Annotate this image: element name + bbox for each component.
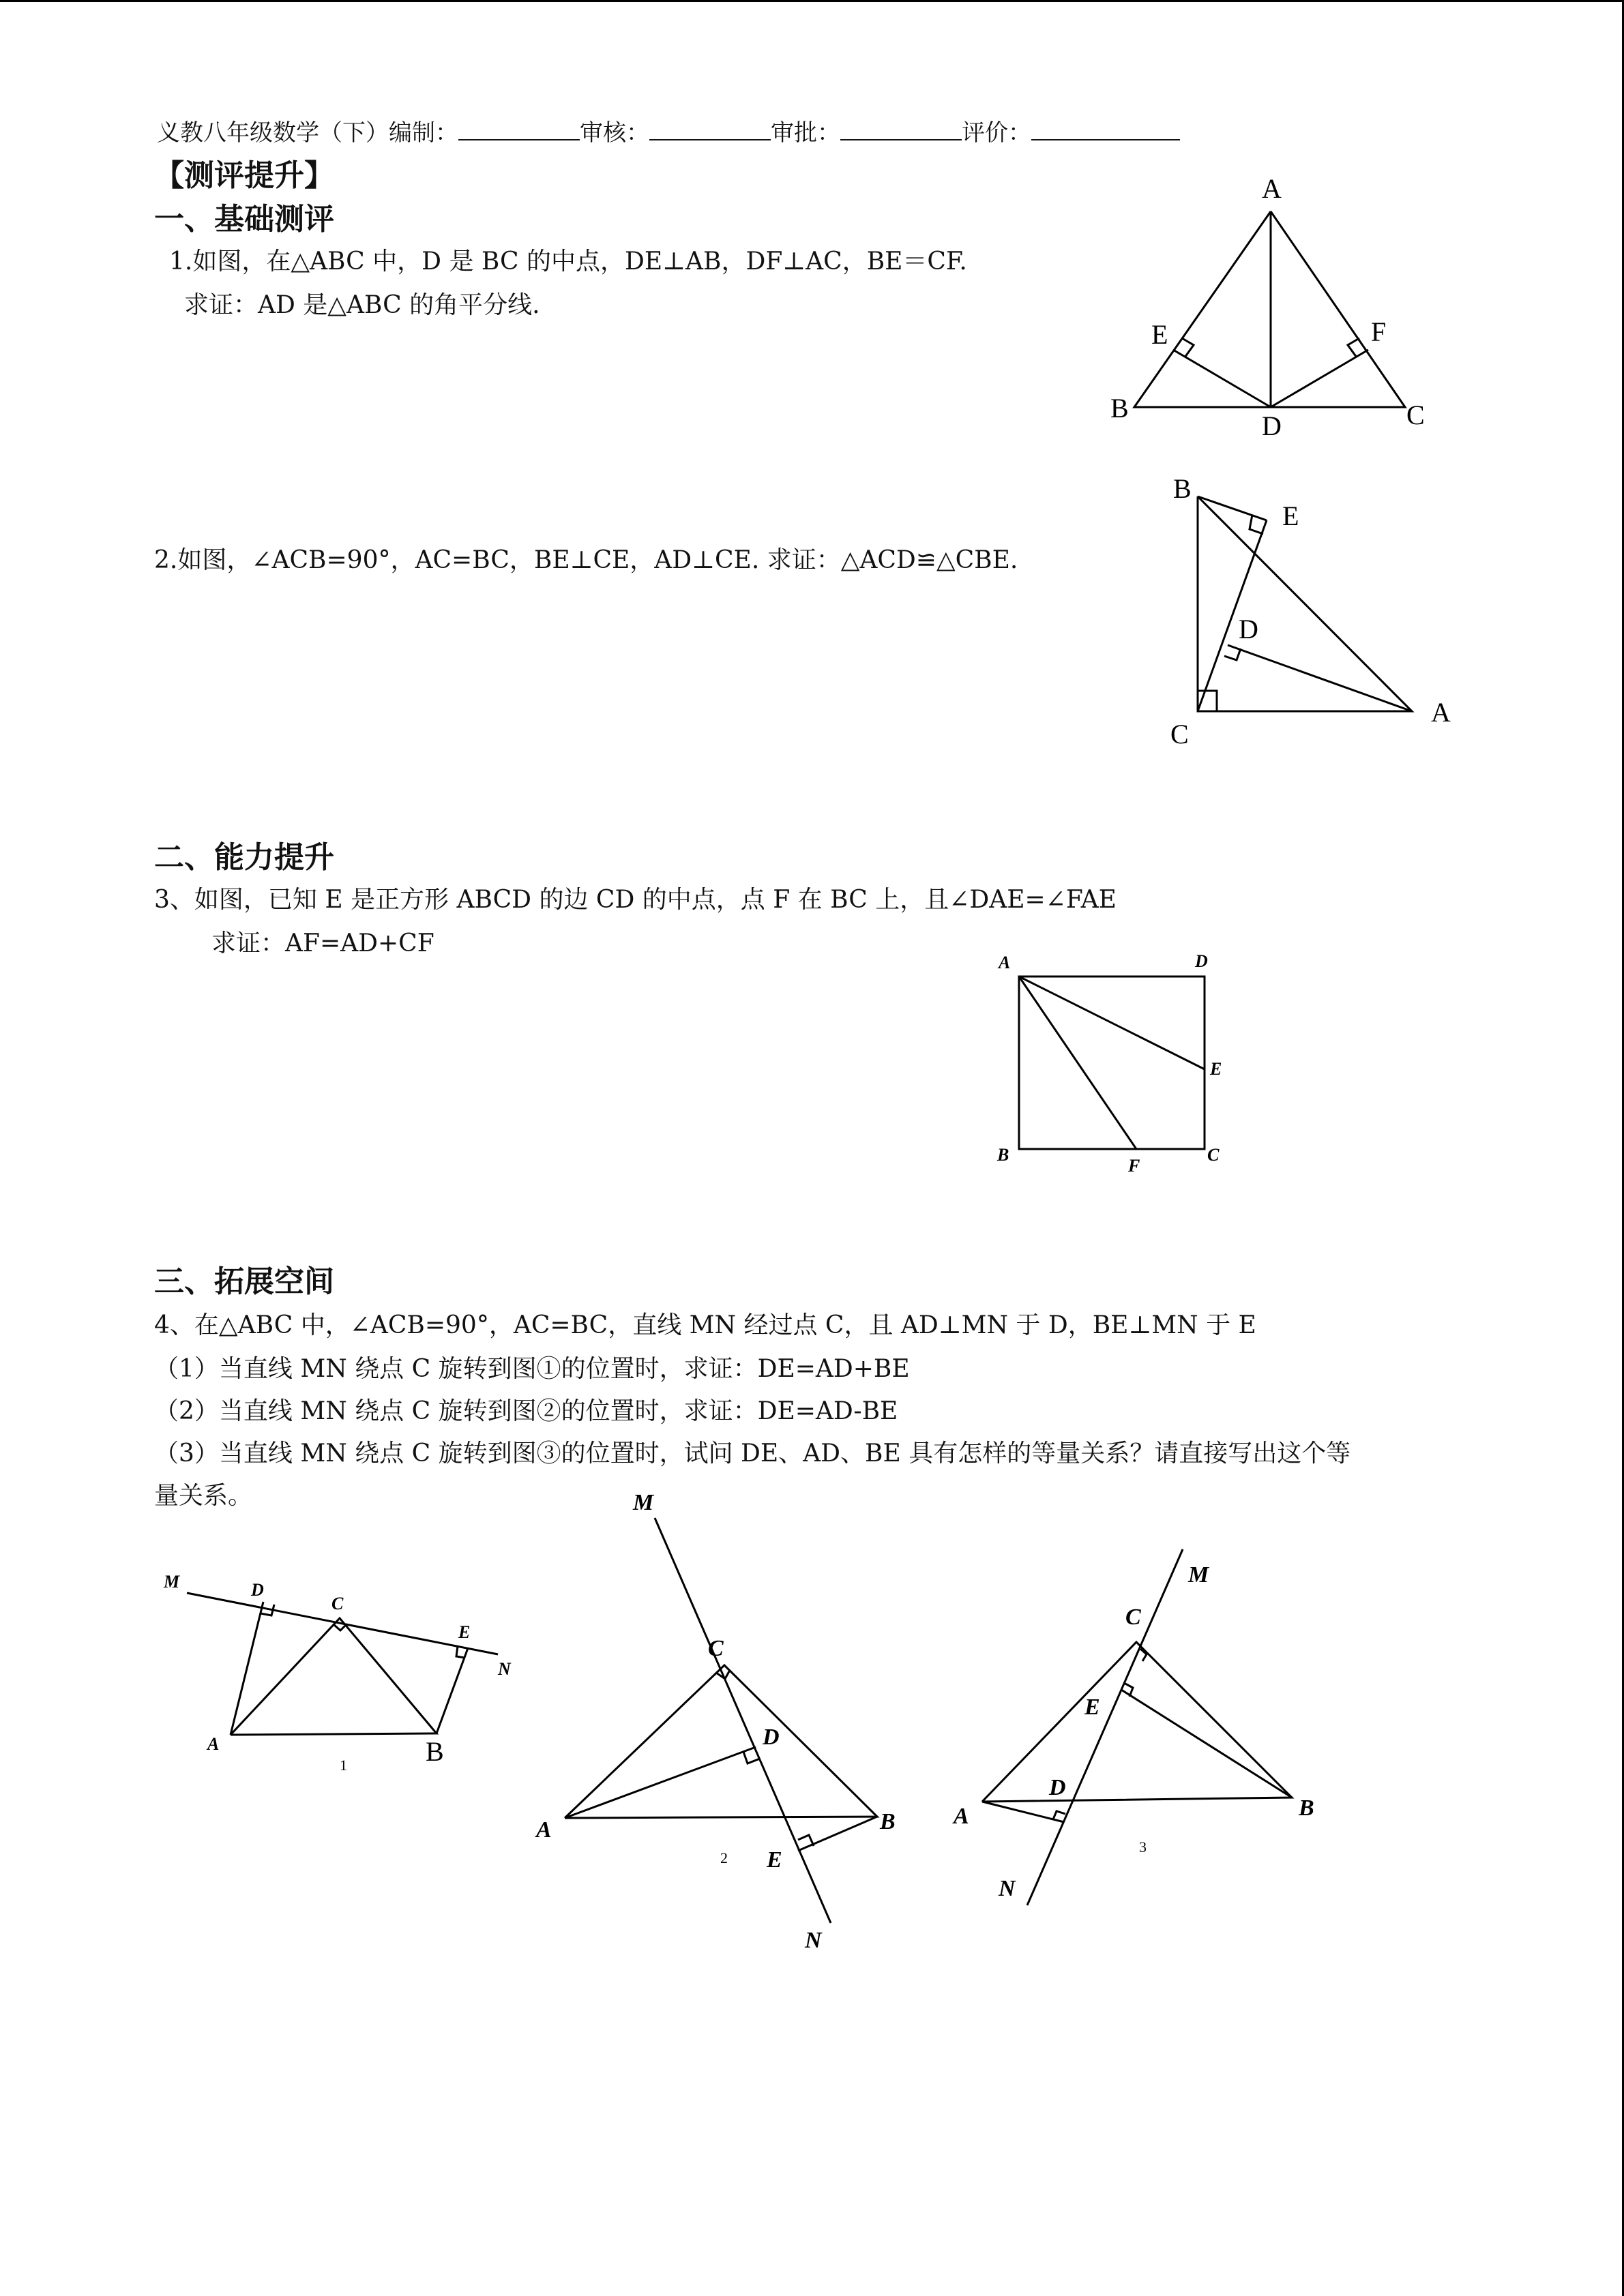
- figure-4-2: [518, 1480, 941, 1957]
- problem-4-part-3: （3）当直线 MN 绕点 C 旋转到图③的位置时，试问 DE、AD、BE 具有怎样的等量关系？请直接写出这个等: [154, 1440, 1351, 1467]
- problem-1-prove: 求证：AD 是△ABC 的角平分线.: [184, 291, 540, 319]
- fig1-right-angle-e: [1182, 338, 1194, 357]
- worksheet-title: 【测评提升】: [154, 158, 334, 193]
- fig2-label-c: C: [1170, 719, 1189, 749]
- fig4-2-triangle-abc: [565, 1665, 877, 1818]
- page-top-border: [0, 0, 1624, 2]
- fig4-2-line-mn: [655, 1518, 831, 1923]
- approver-blank[interactable]: [840, 120, 962, 140]
- fig4-1-label-c: C: [331, 1594, 344, 1613]
- fig4-2-segment-ad: [565, 1747, 756, 1818]
- fig4-3-segment-be: [1121, 1690, 1292, 1798]
- fig2-label-a: A: [1431, 697, 1451, 728]
- problem-3-prove: 求证：AF=AD+CF: [211, 929, 434, 957]
- fig2-segment-ad: [1228, 645, 1412, 711]
- figure-4-1: [150, 1555, 532, 1780]
- fig4-1-segment-be: [437, 1648, 468, 1733]
- fig3-label-e: E: [1210, 1059, 1222, 1079]
- fig4-2-label-b: B: [880, 1809, 896, 1834]
- fig2-label-b: B: [1173, 473, 1192, 504]
- fig4-2-label-c: C: [708, 1636, 724, 1661]
- fig4-3-label-c: C: [1125, 1605, 1141, 1630]
- fig4-2-label-a: A: [536, 1817, 552, 1843]
- fig4-3-triangle-abc: [982, 1642, 1292, 1802]
- fig4-3-line-mn: [1027, 1549, 1183, 1905]
- fig1-segment-df: [1271, 350, 1368, 407]
- problem-4-part-1: （1）当直线 MN 绕点 C 旋转到图①的位置时，求证：DE=AD+BE: [154, 1355, 910, 1383]
- fig4-1-label-b: B: [426, 1736, 444, 1767]
- fig3-square-abcd: [1019, 976, 1205, 1149]
- fig4-1-segment-ad: [231, 1602, 263, 1735]
- fig4-2-label-m: M: [633, 1490, 654, 1515]
- problem-1-statement: 1.如图，在△ABC 中，D 是 BC 的中点，DE⊥AB，DF⊥AC，BE＝CF.: [169, 248, 967, 275]
- problem-4-part-3-cont: 量关系。: [154, 1482, 253, 1510]
- fig4-1-label-m: M: [164, 1572, 180, 1592]
- figure-3-square: [982, 948, 1241, 1187]
- section-extension-heading: 三、拓展空间: [154, 1264, 334, 1299]
- editor-label: 编制：: [389, 119, 458, 147]
- fig1-label-d: D: [1262, 411, 1282, 441]
- fig2-label-e: E: [1282, 501, 1299, 531]
- fig4-2-segment-be: [798, 1817, 877, 1851]
- fig4-2-label-n: N: [805, 1928, 822, 1953]
- fig4-3-label-b: B: [1299, 1795, 1314, 1821]
- fig4-3-label-a: A: [954, 1804, 969, 1829]
- fig1-label-b: B: [1110, 393, 1129, 423]
- fig4-2-label-e: E: [767, 1847, 782, 1873]
- approver-label: 审批：: [771, 119, 840, 147]
- rating-blank[interactable]: [1031, 120, 1180, 140]
- fig4-3-label-m: M: [1188, 1562, 1209, 1587]
- fig2-right-angle-d: [1224, 648, 1241, 660]
- fig3-label-d: D: [1195, 951, 1208, 971]
- section-ability-heading: 二、能力提升: [154, 840, 334, 875]
- fig4-3-label-d: D: [1049, 1775, 1066, 1800]
- fig3-label-f: F: [1128, 1156, 1140, 1176]
- fig4-1-label-e: E: [458, 1622, 471, 1642]
- section-basic-heading: 一、基础测评: [154, 202, 334, 237]
- figure-4-3: [941, 1534, 1337, 1923]
- rating-label: 评价：: [962, 119, 1031, 147]
- fig1-label-a: A: [1262, 173, 1282, 204]
- fig3-label-b: B: [997, 1145, 1009, 1165]
- fig1-right-angle-f: [1348, 338, 1359, 357]
- fig3-label-c: C: [1207, 1145, 1220, 1165]
- editor-blank[interactable]: [458, 120, 580, 140]
- problem-4-part-2: （2）当直线 MN 绕点 C 旋转到图②的位置时，求证：DE=AD-BE: [154, 1397, 898, 1425]
- fig1-label-e: E: [1151, 319, 1168, 350]
- fig4-1-label-d: D: [251, 1580, 264, 1600]
- fig4-3-label-e: E: [1084, 1695, 1100, 1720]
- worksheet-header: [157, 120, 1180, 145]
- fig3-segment-af: [1019, 976, 1136, 1149]
- problem-2-statement: 2.如图，∠ACB=90°，AC=BC，BE⊥CE，AD⊥CE. 求证：△ACD≌△CBE.: [154, 546, 1018, 574]
- fig2-label-d: D: [1239, 614, 1258, 644]
- fig1-segment-de: [1173, 350, 1271, 407]
- fig4-3-caption: 3: [1139, 1838, 1147, 1855]
- problem-4-statement: 4、在△ABC 中，∠ACB=90°，AC=BC，直线 MN 经过点 C，且 AD⊥MN 于 D，BE⊥MN 于 E: [154, 1311, 1256, 1339]
- fig4-1-caption: 1: [340, 1757, 347, 1774]
- reviewer-label: 审核：: [580, 119, 649, 147]
- fig2-segment-be: [1198, 496, 1267, 520]
- fig4-2-label-d: D: [763, 1725, 780, 1750]
- fig4-1-right-angle-c: [334, 1624, 346, 1630]
- fig4-3-label-n: N: [999, 1876, 1016, 1901]
- fig4-3-right-angle-d: [1053, 1811, 1065, 1819]
- course-name: 义教八年级数学（下）: [157, 119, 389, 147]
- fig4-3-segment-ad: [982, 1802, 1064, 1822]
- reviewer-blank[interactable]: [649, 120, 771, 140]
- fig4-1-label-n: N: [498, 1659, 511, 1679]
- fig4-2-caption: 2: [720, 1849, 728, 1866]
- problem-3-statement: 3、如图，已知 E 是正方形 ABCD 的边 CD 的中点，点 F 在 BC 上，且∠DAE=∠FAE: [154, 886, 1117, 914]
- fig3-segment-ae: [1019, 976, 1205, 1069]
- figure-2-right-triangle: [1160, 464, 1473, 750]
- fig4-1-label-a: A: [207, 1734, 220, 1754]
- fig2-triangle-abc: [1198, 496, 1412, 711]
- figure-1-triangle: [1091, 164, 1446, 441]
- fig1-label-c: C: [1406, 400, 1425, 430]
- fig1-label-f: F: [1371, 316, 1387, 347]
- fig3-label-a: A: [999, 953, 1011, 972]
